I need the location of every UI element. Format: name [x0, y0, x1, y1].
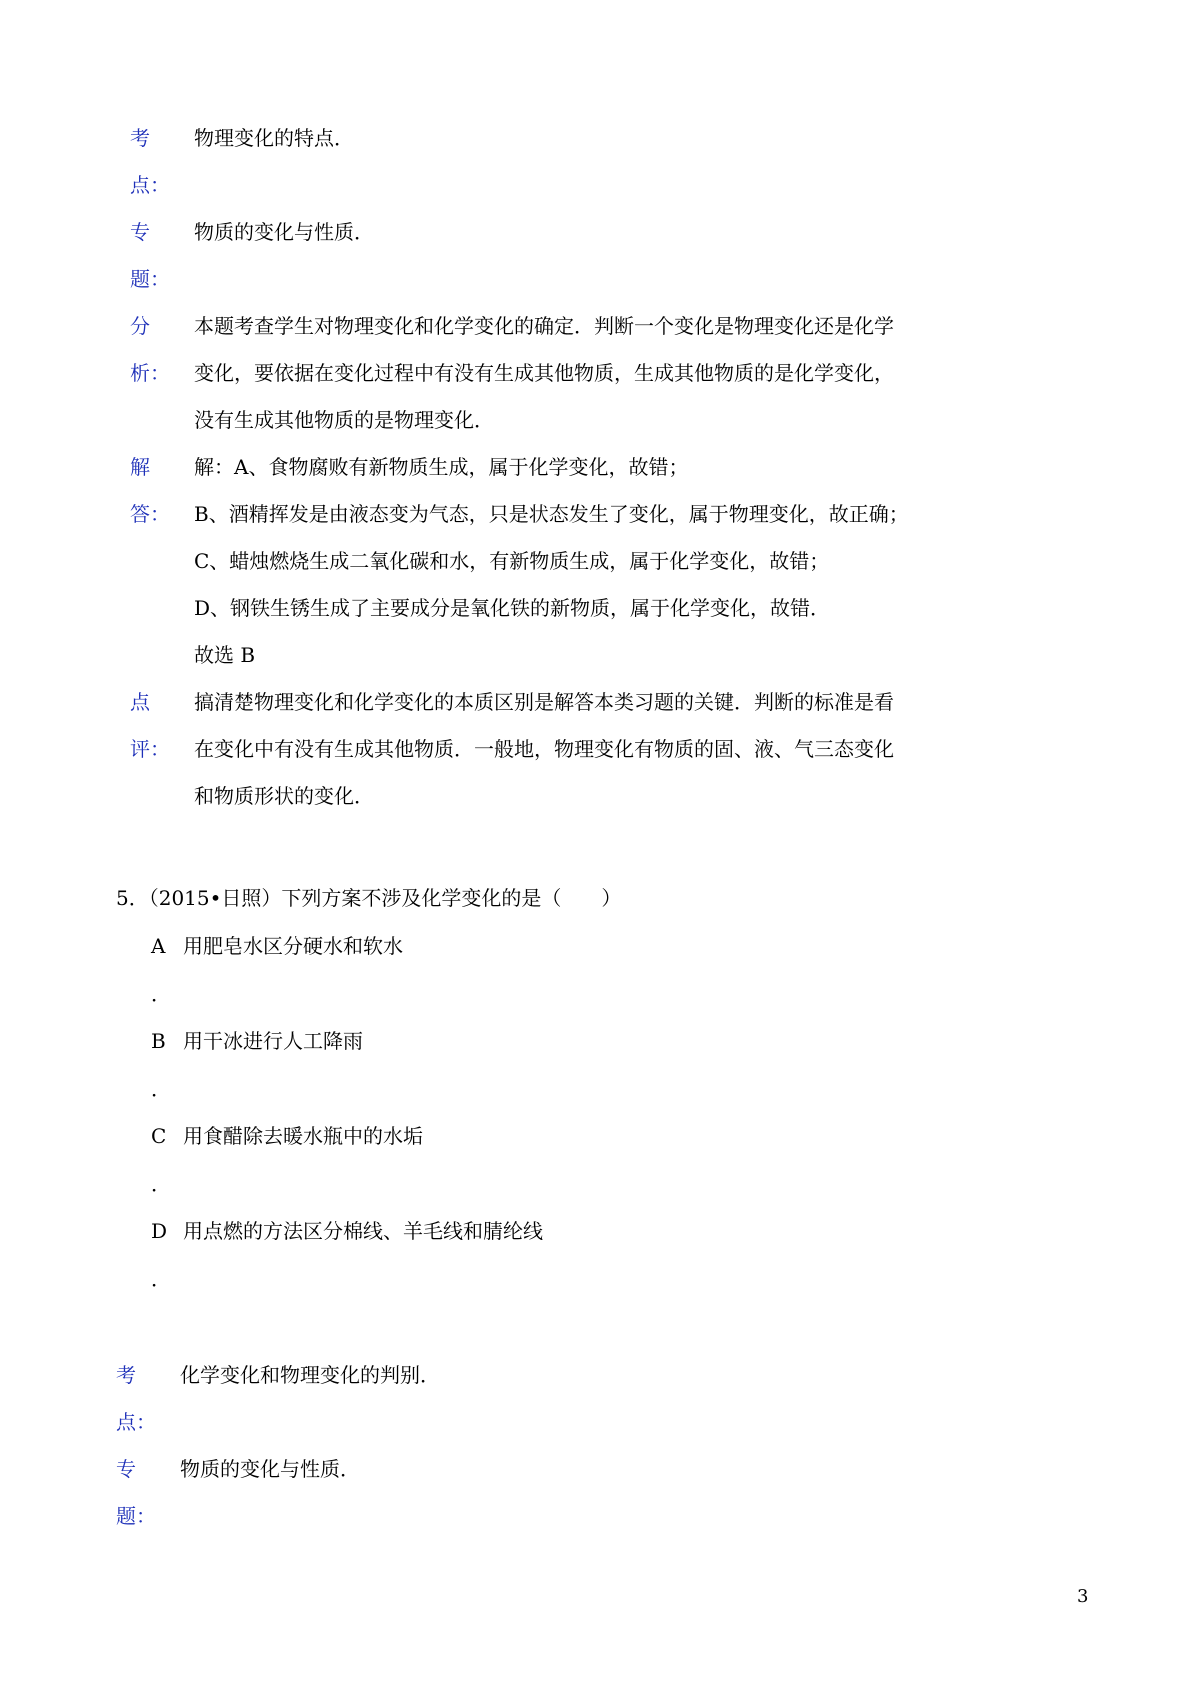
zhuanti-row-2	[116, 1446, 440, 1540]
dianping-row	[130, 679, 909, 820]
jieda-label: 解 答：	[130, 455, 170, 526]
option-d	[151, 1217, 543, 1245]
question-5-title: 5．（2015•日照）下列方案不涉及化学变化的是（ ）	[116, 886, 622, 910]
kaodian-content-2: 化学变化和物理变化的判别．	[180, 1363, 440, 1387]
zhuanti-label: 专 题：	[130, 220, 170, 291]
dianping-label: 点 评：	[130, 690, 170, 761]
fenxi-label: 分 析：	[130, 314, 170, 385]
zhuanti-label-2: 专 题：	[116, 1457, 156, 1528]
zhuanti-row	[130, 209, 909, 303]
option-c-letter: C	[151, 1124, 167, 1148]
option-a-letter: A	[151, 934, 166, 958]
option-d-letter: D	[151, 1219, 168, 1243]
zhuanti-content: 物质的变化与性质．	[194, 220, 374, 244]
page-number: 3	[1077, 1586, 1089, 1607]
fenxi-row	[130, 303, 909, 444]
option-a-text: 用肥皂水区分硬水和软水	[183, 934, 403, 958]
option-b-text: 用干冰进行人工降雨	[183, 1029, 363, 1053]
option-b-dot: ．	[151, 1077, 171, 1101]
option-b-letter: B	[151, 1029, 166, 1053]
jieda-row	[130, 444, 909, 679]
option-a	[151, 932, 403, 960]
zhuanti-content-2: 物质的变化与性质．	[180, 1457, 360, 1481]
fenxi-content: 本题考查学生对物理变化和化学变化的确定．判断一个变化是物理变化还是化学 变化，要依据在变化过程中有没有生成其他物质，生成其他物质的是化学变化， 没有生成其他物质的是物理变化．	[194, 314, 894, 432]
kaodian-label: 考 点：	[130, 126, 170, 197]
option-c	[151, 1122, 423, 1150]
option-a-dot: ．	[151, 982, 171, 1006]
analysis-block-1	[130, 115, 909, 820]
kaodian-row-2	[116, 1352, 440, 1446]
analysis-block-2	[116, 1352, 440, 1540]
option-b	[151, 1027, 363, 1055]
dianping-content: 搞清楚物理变化和化学变化的本质区别是解答本类习题的关键．判断的标准是看 在变化中有没有生成其他物质．一般地，物理变化有物质的固、液、气三态变化 和物质形状的变化．	[194, 690, 894, 808]
option-c-dot: ．	[151, 1172, 171, 1196]
kaodian-label-2: 考 点：	[116, 1363, 156, 1434]
option-c-text: 用食醋除去暖水瓶中的水垢	[183, 1124, 423, 1148]
kaodian-content: 物理变化的特点．	[194, 126, 354, 150]
option-d-dot: ．	[151, 1267, 171, 1291]
option-d-text: 用点燃的方法区分棉线、羊毛线和腈纶线	[183, 1219, 543, 1243]
kaodian-row	[130, 115, 909, 209]
jieda-content: 解：A、食物腐败有新物质生成，属于化学变化，故错； B、酒精挥发是由液态变为气态，只是状态发生了变化，属于物理变化，故正确； C、蜡烛燃烧生成二氧化碳和水，有新物质生成，属于化学变化，故错； D、钢铁生锈生成了主要成分是氧化铁的新物质，属于化学变化，故错． 故选 B	[194, 455, 909, 667]
